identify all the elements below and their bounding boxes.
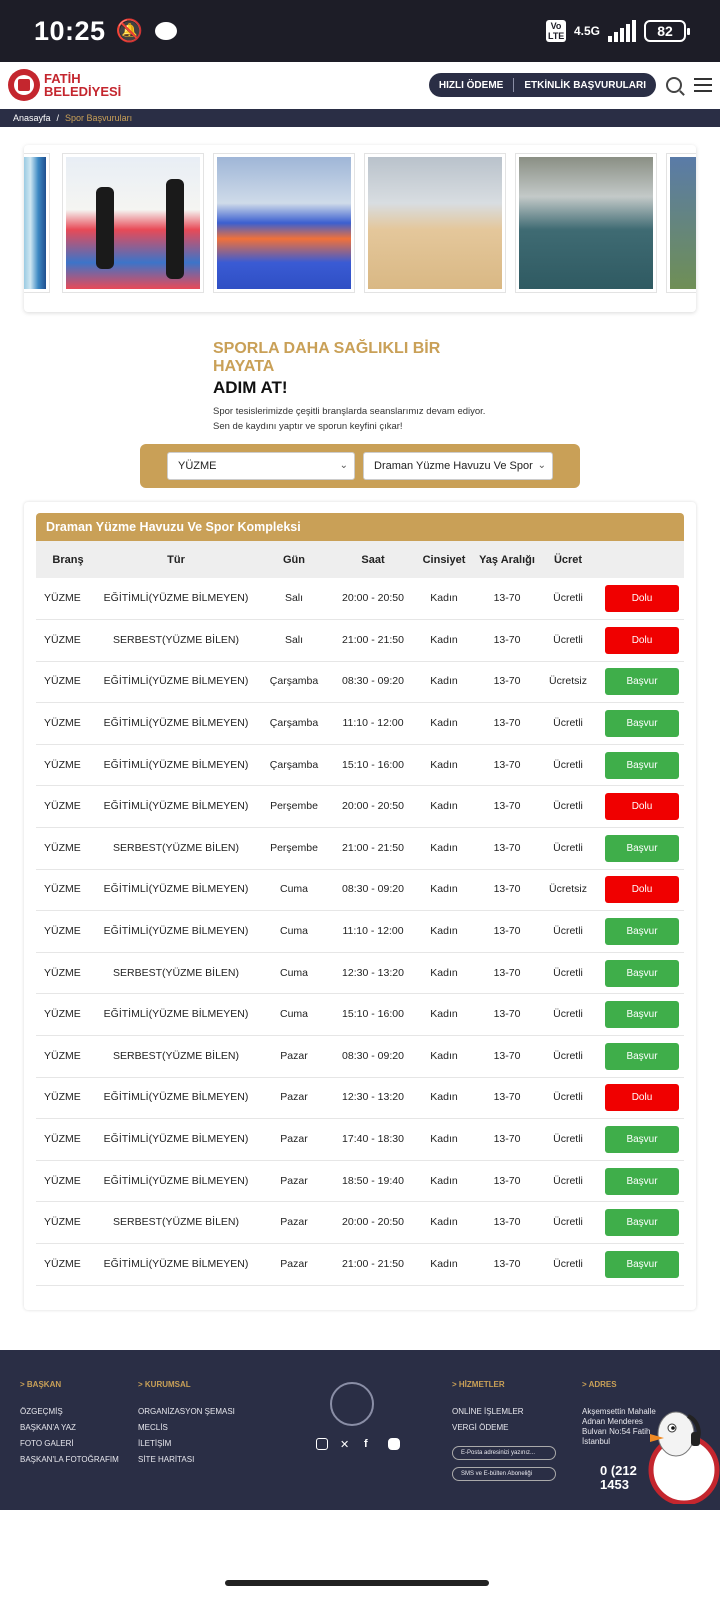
- cell-gun: Salı: [252, 620, 336, 662]
- footer-link[interactable]: ONLİNE İŞLEMLER: [452, 1407, 524, 1416]
- cell-brans: YÜZME: [36, 952, 100, 994]
- schedule-card: [24, 502, 696, 1310]
- cell-gun: Cuma: [252, 952, 336, 994]
- cell-saat: 18:50 - 19:40: [336, 1160, 410, 1202]
- phone-line1: 0 (212: [600, 1463, 637, 1478]
- search-icon[interactable]: [666, 77, 682, 93]
- cell-gun: Pazar: [252, 1119, 336, 1161]
- table-row: [36, 994, 684, 1036]
- cell-brans: YÜZME: [36, 1160, 100, 1202]
- footer-heading-baskan: > BAŞKAN: [20, 1380, 62, 1389]
- cell-action: [600, 578, 684, 620]
- cell-ucret: Ücretli: [536, 703, 600, 745]
- cell-ucret: Ücretsiz: [536, 869, 600, 911]
- cell-ucret: Ücretli: [536, 994, 600, 1036]
- cell-ucret: Ücretli: [536, 911, 600, 953]
- cell-cinsiyet: Kadın: [410, 828, 478, 870]
- branch-select-value: YÜZME: [178, 460, 217, 472]
- cell-action: [600, 869, 684, 911]
- cell-brans: YÜZME: [36, 869, 100, 911]
- apply-button[interactable]: Başvur: [605, 835, 679, 862]
- branch-select[interactable]: [167, 452, 355, 480]
- cell-gun: Pazar: [252, 1202, 336, 1244]
- cell-gun: Çarşamba: [252, 703, 336, 745]
- cell-gun: Cuma: [252, 869, 336, 911]
- facebook-icon[interactable]: f: [364, 1438, 368, 1450]
- x-twitter-icon[interactable]: ✕: [340, 1439, 350, 1451]
- cell-saat: 15:10 - 16:00: [336, 994, 410, 1036]
- cell-saat: 20:00 - 20:50: [336, 578, 410, 620]
- cell-yas: 13-70: [478, 1202, 536, 1244]
- cell-cinsiyet: Kadın: [410, 703, 478, 745]
- apply-button[interactable]: Başvur: [605, 1043, 679, 1070]
- cell-tur: SERBEST(YÜZME BİLEN): [100, 1036, 252, 1078]
- cell-yas: 13-70: [478, 661, 536, 703]
- apply-button[interactable]: Başvur: [605, 1209, 679, 1236]
- cell-tur: EĞİTİMLİ(YÜZME BİLMEYEN): [100, 1244, 252, 1286]
- apply-button[interactable]: Başvur: [605, 1251, 679, 1278]
- cell-brans: YÜZME: [36, 994, 100, 1036]
- cell-brans: YÜZME: [36, 911, 100, 953]
- cell-cinsiyet: Kadın: [410, 994, 478, 1036]
- cell-gun: Çarşamba: [252, 744, 336, 786]
- cell-ucret: Ücretli: [536, 1160, 600, 1202]
- facility-select-value: Draman Yüzme Havuzu Ve Spor: [374, 460, 533, 472]
- cell-ucret: Ücretli: [536, 744, 600, 786]
- cell-brans: YÜZME: [36, 786, 100, 828]
- cell-saat: 11:10 - 12:00: [336, 911, 410, 953]
- cell-brans: YÜZME: [36, 828, 100, 870]
- facility-image-carousel[interactable]: [24, 145, 696, 312]
- network-type: 4.5G: [573, 24, 600, 38]
- table-row: [36, 661, 684, 703]
- promo-body: Spor tesislerimizde çeşitli branşlarda seanslarımız devam ediyor. Sen de kaydını yaptır ve sporun keyfini çıkar!: [213, 406, 486, 432]
- cell-cinsiyet: Kadın: [410, 786, 478, 828]
- volte-icon: Vo LTE: [547, 21, 565, 41]
- chat-assistant-mascot-icon[interactable]: [636, 1392, 720, 1504]
- apply-button[interactable]: Başvur: [605, 1001, 679, 1028]
- sms-subscription-button[interactable]: SMS ve E-bülten Aboneliği: [452, 1467, 556, 1481]
- chat-icon: [155, 22, 177, 40]
- footer-phone[interactable]: [600, 1464, 637, 1492]
- col-header-brans: Branş: [36, 541, 100, 578]
- cell-brans: YÜZME: [36, 1202, 100, 1244]
- cell-ucret: Ücretli: [536, 620, 600, 662]
- cell-cinsiyet: Kadın: [410, 620, 478, 662]
- footer-link[interactable]: SİTE HARİTASI: [138, 1455, 195, 1464]
- cell-ucret: Ücretli: [536, 1244, 600, 1286]
- cell-tur: SERBEST(YÜZME BİLEN): [100, 1202, 252, 1244]
- cell-action: [600, 1202, 684, 1244]
- cell-saat: 20:00 - 20:50: [336, 1202, 410, 1244]
- table-row: [36, 869, 684, 911]
- cell-brans: YÜZME: [36, 703, 100, 745]
- table-row: [36, 620, 684, 662]
- apply-button[interactable]: Başvur: [605, 918, 679, 945]
- cell-cinsiyet: Kadın: [410, 1036, 478, 1078]
- cell-yas: 13-70: [478, 952, 536, 994]
- cell-gun: Perşembe: [252, 786, 336, 828]
- cell-saat: 21:00 - 21:50: [336, 620, 410, 662]
- cell-yas: 13-70: [478, 1244, 536, 1286]
- address-line: Akşemsettin Mahalle: [582, 1407, 656, 1416]
- cell-gun: Pazar: [252, 1077, 336, 1119]
- promo-subheadline: ADIM AT!: [213, 378, 288, 397]
- breadcrumb-current: Spor Başvuruları: [65, 113, 133, 123]
- footer-link[interactable]: FOTO GALERİ: [20, 1439, 74, 1448]
- cell-action: [600, 1119, 684, 1161]
- facility-select[interactable]: [363, 452, 553, 480]
- footer-col-baskan: [20, 1380, 119, 1471]
- col-header-action: [600, 541, 684, 578]
- cell-tur: SERBEST(YÜZME BİLEN): [100, 952, 252, 994]
- col-header-saat: Saat: [336, 541, 410, 578]
- cell-saat: 08:30 - 09:20: [336, 661, 410, 703]
- cell-cinsiyet: Kadın: [410, 578, 478, 620]
- site-header: [0, 62, 720, 108]
- site-footer: [0, 1350, 720, 1510]
- cell-tur: EĞİTİMLİ(YÜZME BİLMEYEN): [100, 1160, 252, 1202]
- col-header-gun: Gün: [252, 541, 336, 578]
- carousel-image-boxing[interactable]: [62, 153, 204, 293]
- cell-action: [600, 994, 684, 1036]
- cell-cinsiyet: Kadın: [410, 952, 478, 994]
- cell-yas: 13-70: [478, 1119, 536, 1161]
- footer-col-kurumsal: [138, 1380, 235, 1471]
- cell-tur: EĞİTİMLİ(YÜZME BİLMEYEN): [100, 911, 252, 953]
- carousel-image-pool[interactable]: [24, 153, 50, 293]
- footer-col-hizmetler: [452, 1380, 556, 1488]
- chevron-down-icon: ⌄: [339, 460, 348, 471]
- schedule-rows: [36, 578, 684, 1285]
- table-row: [36, 703, 684, 745]
- cell-yas: 13-70: [478, 620, 536, 662]
- cell-cinsiyet: Kadın: [410, 1202, 478, 1244]
- cell-saat: 20:00 - 20:50: [336, 786, 410, 828]
- table-row: [36, 1119, 684, 1161]
- cell-ucret: Ücretli: [536, 578, 600, 620]
- cell-brans: YÜZME: [36, 1036, 100, 1078]
- cell-yas: 13-70: [478, 828, 536, 870]
- cell-gun: Perşembe: [252, 828, 336, 870]
- apply-button[interactable]: Başvur: [605, 752, 679, 779]
- cell-yas: 13-70: [478, 578, 536, 620]
- cell-yas: 13-70: [478, 1077, 536, 1119]
- cell-cinsiyet: Kadın: [410, 1077, 478, 1119]
- apply-button[interactable]: Başvur: [605, 668, 679, 695]
- cell-gun: Pazar: [252, 1160, 336, 1202]
- cell-action: [600, 911, 684, 953]
- quick-pay-button[interactable]: HIZLI ÖDEME: [429, 73, 513, 97]
- cell-action: [600, 1036, 684, 1078]
- carousel-image-partial[interactable]: [666, 153, 696, 293]
- breadcrumb-home[interactable]: Anasayfa: [13, 113, 51, 123]
- logo-line1: FATİH: [44, 71, 81, 86]
- cell-yas: 13-70: [478, 744, 536, 786]
- header-actions: [429, 73, 656, 97]
- site-logo[interactable]: [8, 69, 121, 101]
- cell-yas: 13-70: [478, 911, 536, 953]
- table-header-row: [36, 541, 684, 578]
- cell-saat: 21:00 - 21:50: [336, 828, 410, 870]
- col-header-ucret: Ücret: [536, 541, 600, 578]
- instagram-icon[interactable]: [316, 1438, 328, 1450]
- address-line: Adnan Menderes: [582, 1417, 643, 1426]
- carousel-image-marina[interactable]: [515, 153, 657, 293]
- youtube-icon[interactable]: [388, 1438, 400, 1450]
- table-row: [36, 952, 684, 994]
- footer-heading-adres: > ADRES: [582, 1380, 617, 1389]
- apply-button[interactable]: Başvur: [605, 960, 679, 987]
- apply-button[interactable]: Başvur: [605, 710, 679, 737]
- cell-gun: Pazar: [252, 1036, 336, 1078]
- cell-yas: 13-70: [478, 1160, 536, 1202]
- signal-icon: [608, 20, 636, 42]
- footer-link[interactable]: ÖZGEÇMİŞ: [20, 1407, 63, 1416]
- cell-cinsiyet: Kadın: [410, 744, 478, 786]
- footer-heading-hizmetler: > HİZMETLER: [452, 1380, 505, 1389]
- cell-tur: EĞİTİMLİ(YÜZME BİLMEYEN): [100, 994, 252, 1036]
- cell-action: [600, 744, 684, 786]
- table-row: [36, 828, 684, 870]
- cell-tur: EĞİTİMLİ(YÜZME BİLMEYEN): [100, 869, 252, 911]
- cell-saat: 08:30 - 09:20: [336, 1036, 410, 1078]
- cell-tur: EĞİTİMLİ(YÜZME BİLMEYEN): [100, 703, 252, 745]
- municipality-logo-icon: [8, 69, 40, 101]
- cell-ucret: Ücretli: [536, 1202, 600, 1244]
- table-row: [36, 578, 684, 620]
- cell-tur: EĞİTİMLİ(YÜZME BİLMEYEN): [100, 1119, 252, 1161]
- cell-ucret: Ücretli: [536, 1119, 600, 1161]
- filter-bar: [140, 444, 580, 488]
- cell-gun: Cuma: [252, 994, 336, 1036]
- carousel-image-wrestling[interactable]: [213, 153, 355, 293]
- carousel-image-gym-hall[interactable]: [364, 153, 506, 293]
- cell-tur: EĞİTİMLİ(YÜZME BİLMEYEN): [100, 578, 252, 620]
- cell-ucret: Ücretsiz: [536, 661, 600, 703]
- cell-brans: YÜZME: [36, 620, 100, 662]
- table-row: [36, 1077, 684, 1119]
- promo-section: [213, 340, 503, 434]
- phone-line2: 1453: [600, 1477, 629, 1492]
- cell-saat: 08:30 - 09:20: [336, 869, 410, 911]
- footer-logo-icon: [330, 1382, 374, 1426]
- cell-cinsiyet: Kadın: [410, 869, 478, 911]
- status-bar: [0, 0, 720, 62]
- cell-gun: Salı: [252, 578, 336, 620]
- footer-link[interactable]: İLETİŞİM: [138, 1439, 172, 1448]
- cell-yas: 13-70: [478, 786, 536, 828]
- table-row: [36, 1036, 684, 1078]
- bell-muted-icon: 🔕: [115, 18, 143, 43]
- table-row: [36, 1244, 684, 1286]
- social-links: [316, 1438, 400, 1450]
- cell-brans: YÜZME: [36, 1119, 100, 1161]
- cell-cinsiyet: Kadın: [410, 1119, 478, 1161]
- full-session-button[interactable]: Dolu: [605, 876, 679, 903]
- logo-line2: BELEDİYESİ: [44, 84, 122, 99]
- full-session-button[interactable]: Dolu: [605, 1084, 679, 1111]
- cell-tur: EĞİTİMLİ(YÜZME BİLMEYEN): [100, 1077, 252, 1119]
- cell-tur: EĞİTİMLİ(YÜZME BİLMEYEN): [100, 661, 252, 703]
- cell-tur: EĞİTİMLİ(YÜZME BİLMEYEN): [100, 786, 252, 828]
- footer-link[interactable]: MECLİS: [138, 1423, 168, 1432]
- col-header-tur: Tür: [100, 541, 252, 578]
- cell-action: [600, 703, 684, 745]
- cell-saat: 11:10 - 12:00: [336, 703, 410, 745]
- footer-link[interactable]: ORGANİZASYON ŞEMASI: [138, 1407, 235, 1416]
- cell-cinsiyet: Kadın: [410, 911, 478, 953]
- cell-action: [600, 1160, 684, 1202]
- gesture-home-bar[interactable]: [225, 1580, 489, 1586]
- cell-action: [600, 1244, 684, 1286]
- cell-yas: 13-70: [478, 869, 536, 911]
- cell-tur: EĞİTİMLİ(YÜZME BİLMEYEN): [100, 744, 252, 786]
- battery-level: 82: [657, 23, 673, 39]
- full-session-button[interactable]: Dolu: [605, 585, 679, 612]
- cell-ucret: Ücretli: [536, 952, 600, 994]
- cell-action: [600, 620, 684, 662]
- cell-action: [600, 828, 684, 870]
- table-row: [36, 1202, 684, 1244]
- cell-action: [600, 952, 684, 994]
- col-header-cinsiyet: Cinsiyet: [410, 541, 478, 578]
- cell-saat: 17:40 - 18:30: [336, 1119, 410, 1161]
- cell-action: [600, 1077, 684, 1119]
- cell-cinsiyet: Kadın: [410, 1160, 478, 1202]
- schedule-table: [36, 541, 684, 1286]
- cell-action: [600, 661, 684, 703]
- apply-button[interactable]: Başvur: [605, 1126, 679, 1153]
- table-row: [36, 744, 684, 786]
- cell-cinsiyet: Kadın: [410, 661, 478, 703]
- cell-brans: YÜZME: [36, 578, 100, 620]
- table-row: [36, 786, 684, 828]
- breadcrumb: [0, 109, 720, 127]
- cell-saat: 21:00 - 21:50: [336, 1244, 410, 1286]
- cell-ucret: Ücretli: [536, 786, 600, 828]
- cell-ucret: Ücretli: [536, 1077, 600, 1119]
- footer-link[interactable]: BAŞKAN'A YAZ: [20, 1423, 76, 1432]
- footer-heading-kurumsal: > KURUMSAL: [138, 1380, 191, 1389]
- cell-yas: 13-70: [478, 1036, 536, 1078]
- cell-saat: 15:10 - 16:00: [336, 744, 410, 786]
- cell-brans: YÜZME: [36, 744, 100, 786]
- cell-ucret: Ücretli: [536, 1036, 600, 1078]
- cell-cinsiyet: Kadın: [410, 1244, 478, 1286]
- cell-action: [600, 786, 684, 828]
- hamburger-menu-icon[interactable]: [694, 78, 712, 92]
- footer-link[interactable]: VERGİ ÖDEME: [452, 1423, 509, 1432]
- cell-brans: YÜZME: [36, 1244, 100, 1286]
- cell-saat: 12:30 - 13:20: [336, 1077, 410, 1119]
- chevron-down-icon: ⌄: [535, 460, 546, 471]
- cell-yas: 13-70: [478, 703, 536, 745]
- col-header-yas: Yaş Aralığı: [478, 541, 536, 578]
- schedule-title: Draman Yüzme Havuzu Ve Spor Kompleksi: [36, 513, 684, 541]
- cell-yas: 13-70: [478, 994, 536, 1036]
- cell-gun: Çarşamba: [252, 661, 336, 703]
- cell-tur: SERBEST(YÜZME BİLEN): [100, 828, 252, 870]
- battery-icon: [644, 20, 686, 42]
- cell-tur: SERBEST(YÜZME BİLEN): [100, 620, 252, 662]
- newsletter-email-input[interactable]: E-Posta adresinizi yazınız...: [452, 1446, 556, 1460]
- cell-saat: 12:30 - 13:20: [336, 952, 410, 994]
- promo-headline: SPORLA DAHA SAĞLIKLI BİR HAYATA: [213, 340, 441, 375]
- full-session-button[interactable]: Dolu: [605, 793, 679, 820]
- address-line: Bulvarı No:54 Fatih: [582, 1427, 651, 1436]
- table-row: [36, 911, 684, 953]
- cell-gun: Pazar: [252, 1244, 336, 1286]
- cell-brans: YÜZME: [36, 661, 100, 703]
- cell-gun: Cuma: [252, 911, 336, 953]
- cell-ucret: Ücretli: [536, 828, 600, 870]
- breadcrumb-separator: /: [56, 113, 60, 123]
- event-apply-button[interactable]: ETKİNLİK BAŞVURULARI: [514, 73, 656, 97]
- apply-button[interactable]: Başvur: [605, 1168, 679, 1195]
- cell-brans: YÜZME: [36, 1077, 100, 1119]
- address-line: İstanbul: [582, 1437, 611, 1446]
- table-row: [36, 1160, 684, 1202]
- full-session-button[interactable]: Dolu: [605, 627, 679, 654]
- status-time: 10:25: [34, 15, 106, 46]
- footer-link[interactable]: BAŞKAN'LA FOTOĞRAFIM: [20, 1455, 119, 1464]
